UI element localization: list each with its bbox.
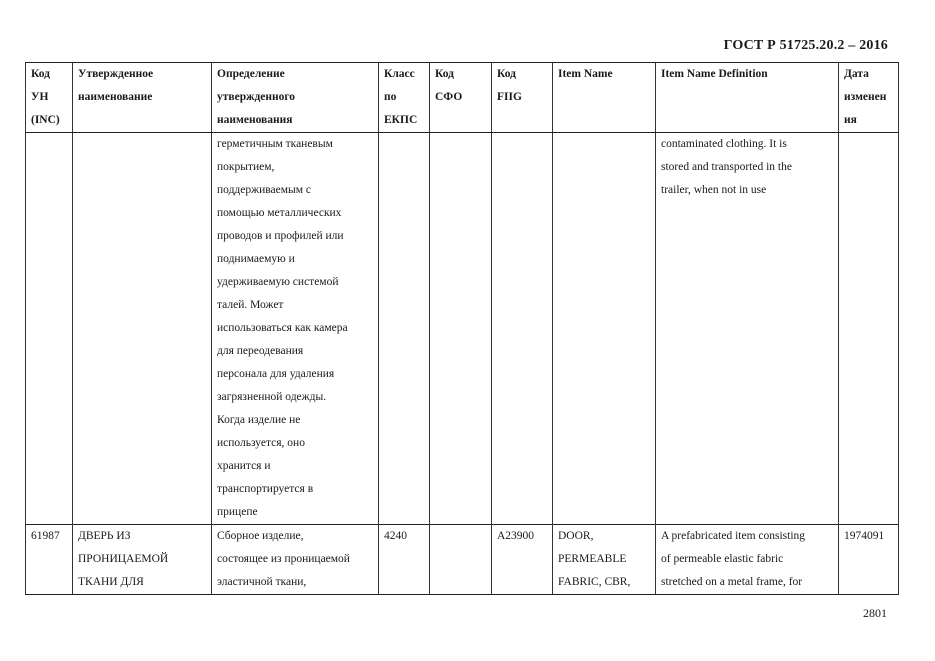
col-header-sfo-code: Код СФО [430,63,492,133]
cell-definition-ru: Сборное изделие, состоящее из проницаемой эластичной ткани, [212,525,379,595]
cell-item-name [553,133,656,525]
cell-item-name-definition: A prefabricated item consisting of permeable elastic fabric stretched on a metal frame, for [656,525,839,595]
col-header-fiig-code: Код FIIG [492,63,553,133]
cell-change-date: 1974091 [839,525,899,595]
cell-item-name: DOOR, PERMEABLE FABRIC, CBR, [553,525,656,595]
col-header-definition: Определение утвержденного наименования [212,63,379,133]
cell-sfo-code [430,525,492,595]
cell-ekps-class: 4240 [379,525,430,595]
cell-inc: 61987 [26,525,73,595]
cell-item-name-definition: contaminated clothing. It is stored and transported in the trailer, when not in use [656,133,839,525]
page-number: 2801 [863,606,887,620]
standard-designation: ГОСТ Р 51725.20.2 – 2016 [723,38,888,53]
classifier-table [25,62,899,595]
cell-ekps-class [379,133,430,525]
cell-approved-name [73,133,212,525]
cell-fiig-code: A23900 [492,525,553,595]
cell-definition-ru: герметичным тканевым покрытием, поддерживаемым с помощью металлических проводов и профилей или поднимаемую и удерживаемую системой талей. Может использоваться как камера для переодевания персонала для удаления загрязненной одежды. Когда изделие не используется, оно хранится и транспортируется в прицепе [212,133,379,525]
table-row-item [26,525,899,595]
cell-sfo-code [430,133,492,525]
col-header-approved-name: Утвержденное наименование [73,63,212,133]
col-header-item-name: Item Name [553,63,656,133]
col-header-item-name-definition: Item Name Definition [656,63,839,133]
col-header-ekps-class: Класс по ЕКПС [379,63,430,133]
table-row-continuation [26,133,899,525]
cell-approved-name: ДВЕРЬ ИЗ ПРОНИЦАЕМОЙ ТКАНИ ДЛЯ [73,525,212,595]
cell-fiig-code [492,133,553,525]
col-header-inc: Код УН (INC) [26,63,73,133]
cell-change-date [839,133,899,525]
table-header-row [26,63,899,133]
cell-inc [26,133,73,525]
col-header-change-date: Дата изменен ия [839,63,899,133]
